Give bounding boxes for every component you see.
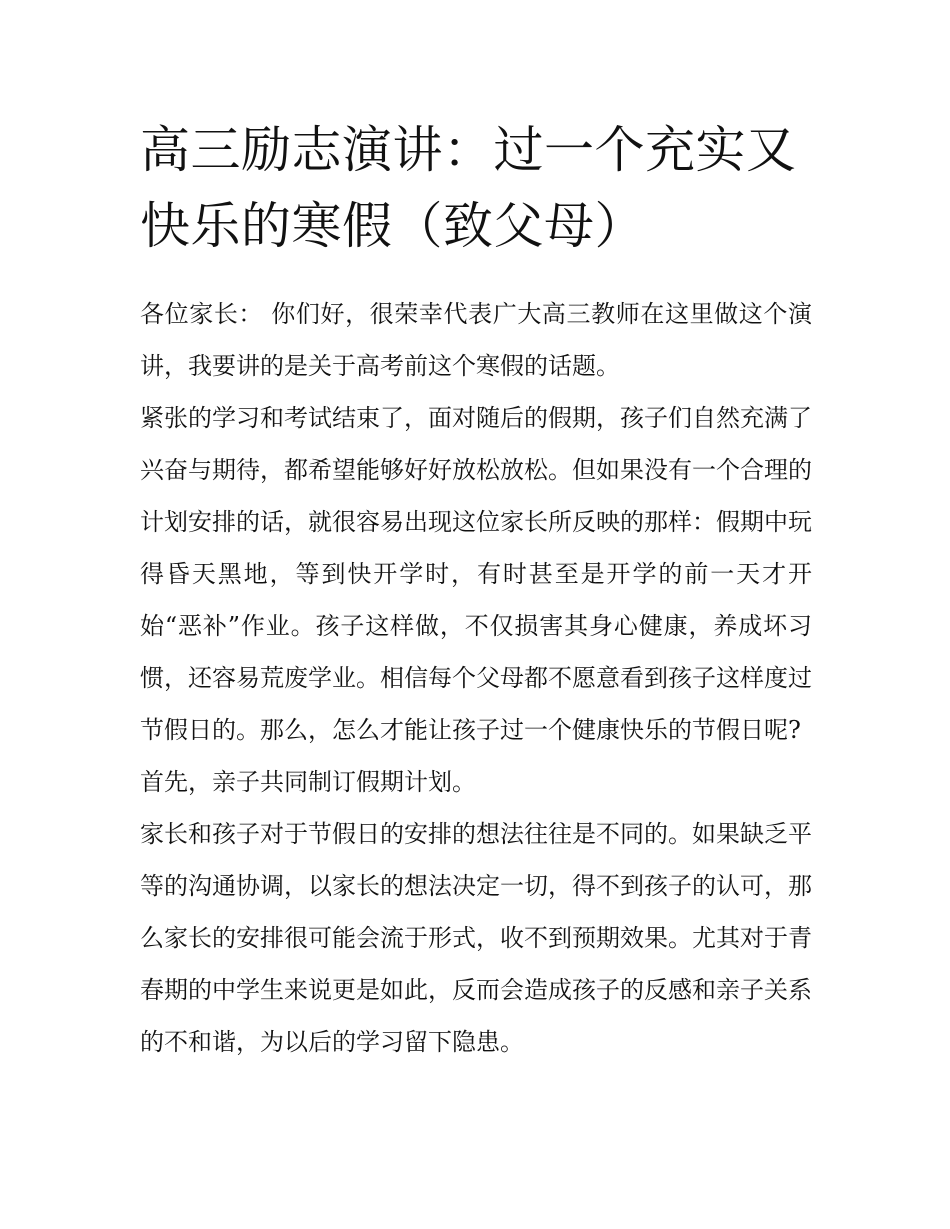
document-title: 高三励志演讲：过一个充实又快乐的寒假（致父母） [140, 121, 797, 255]
paragraph-greeting: 各位家长： 你们好，很荣幸代表广大高三教师在这里做这个演讲，我要讲的是关于高考前这个寒假的话题。 [140, 300, 812, 380]
paragraph-holiday-concern: 紧张的学习和考试结束了，面对随后的假期，孩子们自然充满了兴奋与期待，都希望能够好好放松放松。但如果没有一个合理的计划安排的话，就很容易出现这位家长所反映的那样：假期中玩得昏天黑地，等到快开学时，有时甚至是开学的前一天才开始“恶补”作业。孩子这样做，不仅损害其身心健康，养成坏习惯，还容易荒废学业。相信每个父母都不愿意看到孩子这样度过节假日的。那么，怎么才能让孩子过一个健康快乐的节假日呢? [140, 404, 812, 744]
paragraph-communication: 家长和孩子对于节假日的安排的想法往往是不同的。如果缺乏平等的沟通协调，以家长的想法决定一切，得不到孩子的认可，那么家长的安排很可能会流于形式，收不到预期效果。尤其对于青春期的中学生来说更是如此，反而会造成孩子的反感和亲子关系的不和谐，为以后的学习留下隐患。 [140, 820, 812, 1056]
document-body [140, 288, 815, 1068]
paragraph-first-point: 首先，亲子共同制订假期计划。 [140, 768, 476, 796]
document-page [140, 112, 815, 1068]
